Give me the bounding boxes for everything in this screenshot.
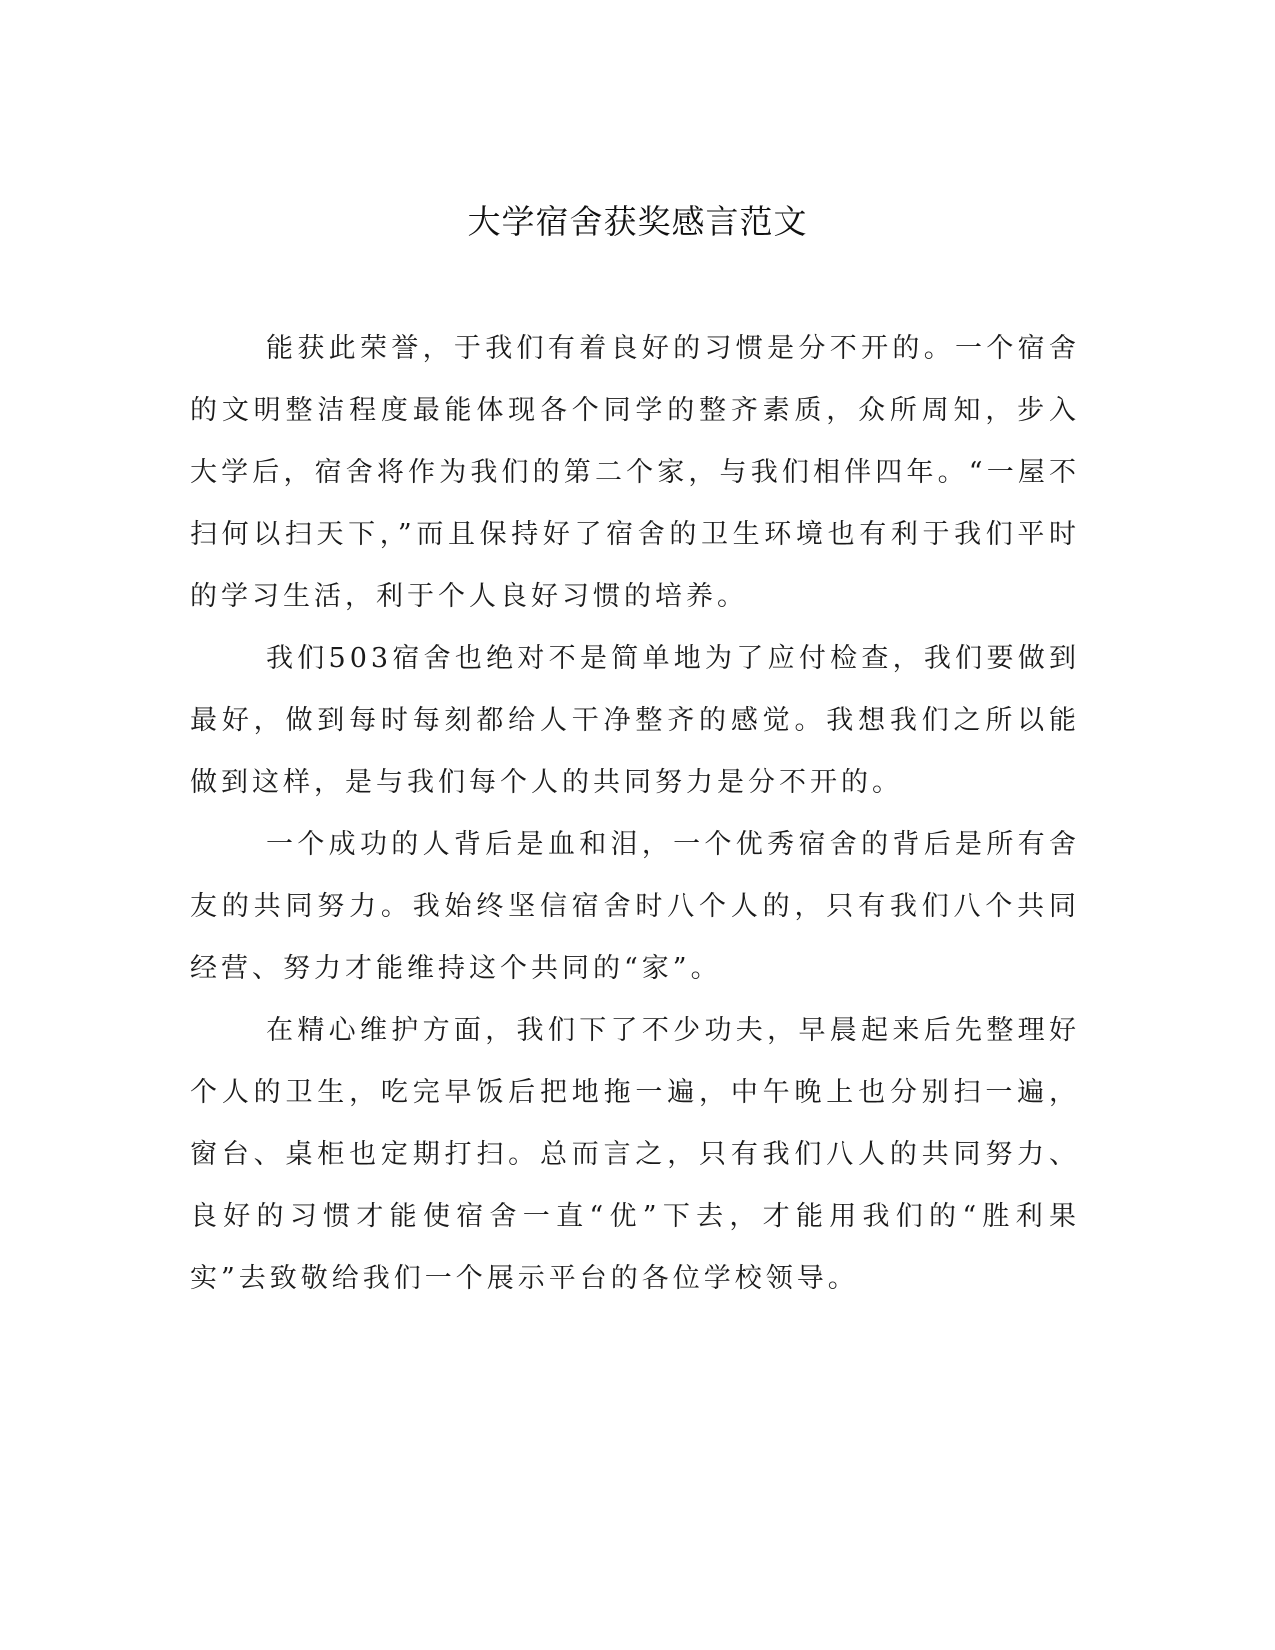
paragraph-3: 一个成功的人背后是血和泪，一个优秀宿舍的背后是所有舍友的共同努力。我始终坚信宿舍时八个人的，只有我们八个共同经营、努力才能维持这个共同的“家”。 [190,829,1080,984]
paragraph-2: 我们503宿舍也绝对不是简单地为了应付检查，我们要做到最好，做到每时每刻都给人干净整齐的感觉。我想我们之所以能做到这样，是与我们每个人的共同努力是分不开的。 [190,643,1080,798]
document-title: 大学宿舍获奖感言范文 [467,202,808,241]
paragraph-4: 在精心维护方面，我们下了不少功夫，早晨起来后先整理好个人的卫生，吃完早饭后把地拖一遍，中午晚上也分别扫一遍，窗台、桌柜也定期打扫。总而言之，只有我们八人的共同努力、良好的习惯才能使宿舍一直“优”下去，才能用我们的“胜利果实”去致敬给我们一个展示平台的各位学校领导。 [190,1015,1080,1294]
paragraph-1: 能获此荣誉，于我们有着良好的习惯是分不开的。一个宿舍的文明整洁程度最能体现各个同学的整齐素质，众所周知，步入大学后，宿舍将作为我们的第二个家，与我们相伴四年。“一屋不扫何以扫天下，”而且保持好了宿舍的卫生环境也有利于我们平时的学习生活，利于个人良好习惯的培养。 [190,333,1080,612]
document-body [190,318,1080,1310]
